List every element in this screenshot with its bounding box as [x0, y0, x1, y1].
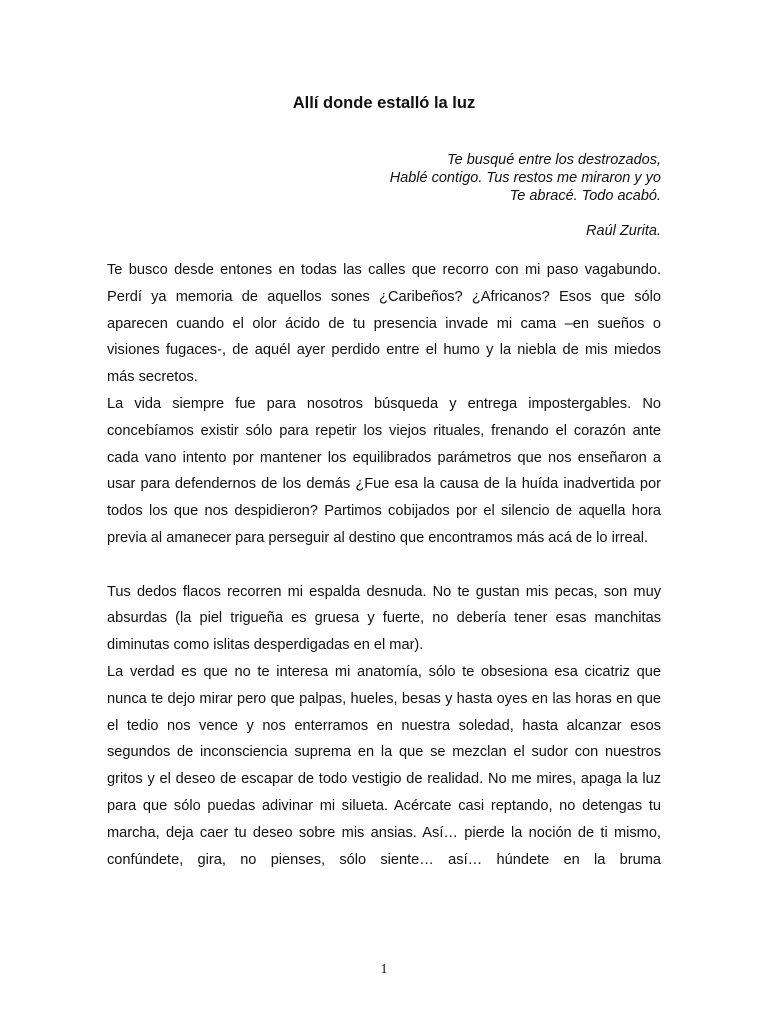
epigraph-line: Te busqué entre los destrozados,: [447, 152, 661, 168]
document-title: Allí donde estalló la luz: [292, 94, 476, 112]
paragraph: Te busco desde entones en todas las calles que recorro con mi paso vagabundo. Perdí ya memoria de aquellos sones ¿Caribeños? ¿Africanos? Esos que sólo aparecen cuando el olor ácido de tu presencia invade mi cama –en sueños o visiones fugaces-, de aquél ayer perdido entre el humo y la niebla de mis miedos más secretos.: [107, 262, 661, 386]
paragraph-gap: [107, 552, 661, 579]
epigraph-line: Hablé contigo. Tus restos me miraron y yo: [389, 170, 661, 186]
body-text: [107, 257, 661, 873]
paragraph: La verdad es que no te interesa mi anatomía, sólo te obsesiona esa cicatriz que nunca te dejo mirar pero que palpas, hueles, besas y hasta oyes en las horas en que el tedio nos vence y nos enterramos en nuestra soledad, hasta alcanzar esos segundos de inconsciencia suprema en la que se mezclan el sudor con nuestros gritos y el deseo de escapar de todo vestigio de realidad. No me mires, apaga la luz para que sólo puedas adivinar mi silueta. Acércate casi reptando, no detengas tu marcha, deja caer tu deseo sobre mis ansias. Así… pierde la noción de ti mismo, confúndete, gira, no pienses, sólo siente… así… húndete en la bruma: [107, 663, 661, 868]
epigraph-author: Raúl Zurita.: [586, 223, 661, 239]
paragraph: La vida siempre fue para nosotros búsqueda y entrega impostergables. No concebíamos existir sólo para repetir los viejos rituales, frenando el corazón ante cada vano intento por mantener los equilibrados parámetros que nos enseñaron a usar para defendernos de los demás ¿Fue esa la causa de la huída inadvertida por todos los que nos despidieron? Partimos cobijados por el silencio de aquella hora previa al amanecer para perseguir al destino que encontramos más acá de lo irreal.: [107, 395, 661, 546]
epigraph-line: Te abracé. Todo acabó.: [509, 188, 661, 204]
paragraph: Tus dedos flacos recorren mi espalda desnuda. No te gustan mis pecas, son muy absurdas (la piel trigueña es gruesa y fuerte, no debería tener esas manchitas diminutas como islitas desperdigadas en el mar).: [107, 583, 661, 654]
page-number: 1: [380, 962, 388, 977]
epigraph: [390, 151, 661, 205]
